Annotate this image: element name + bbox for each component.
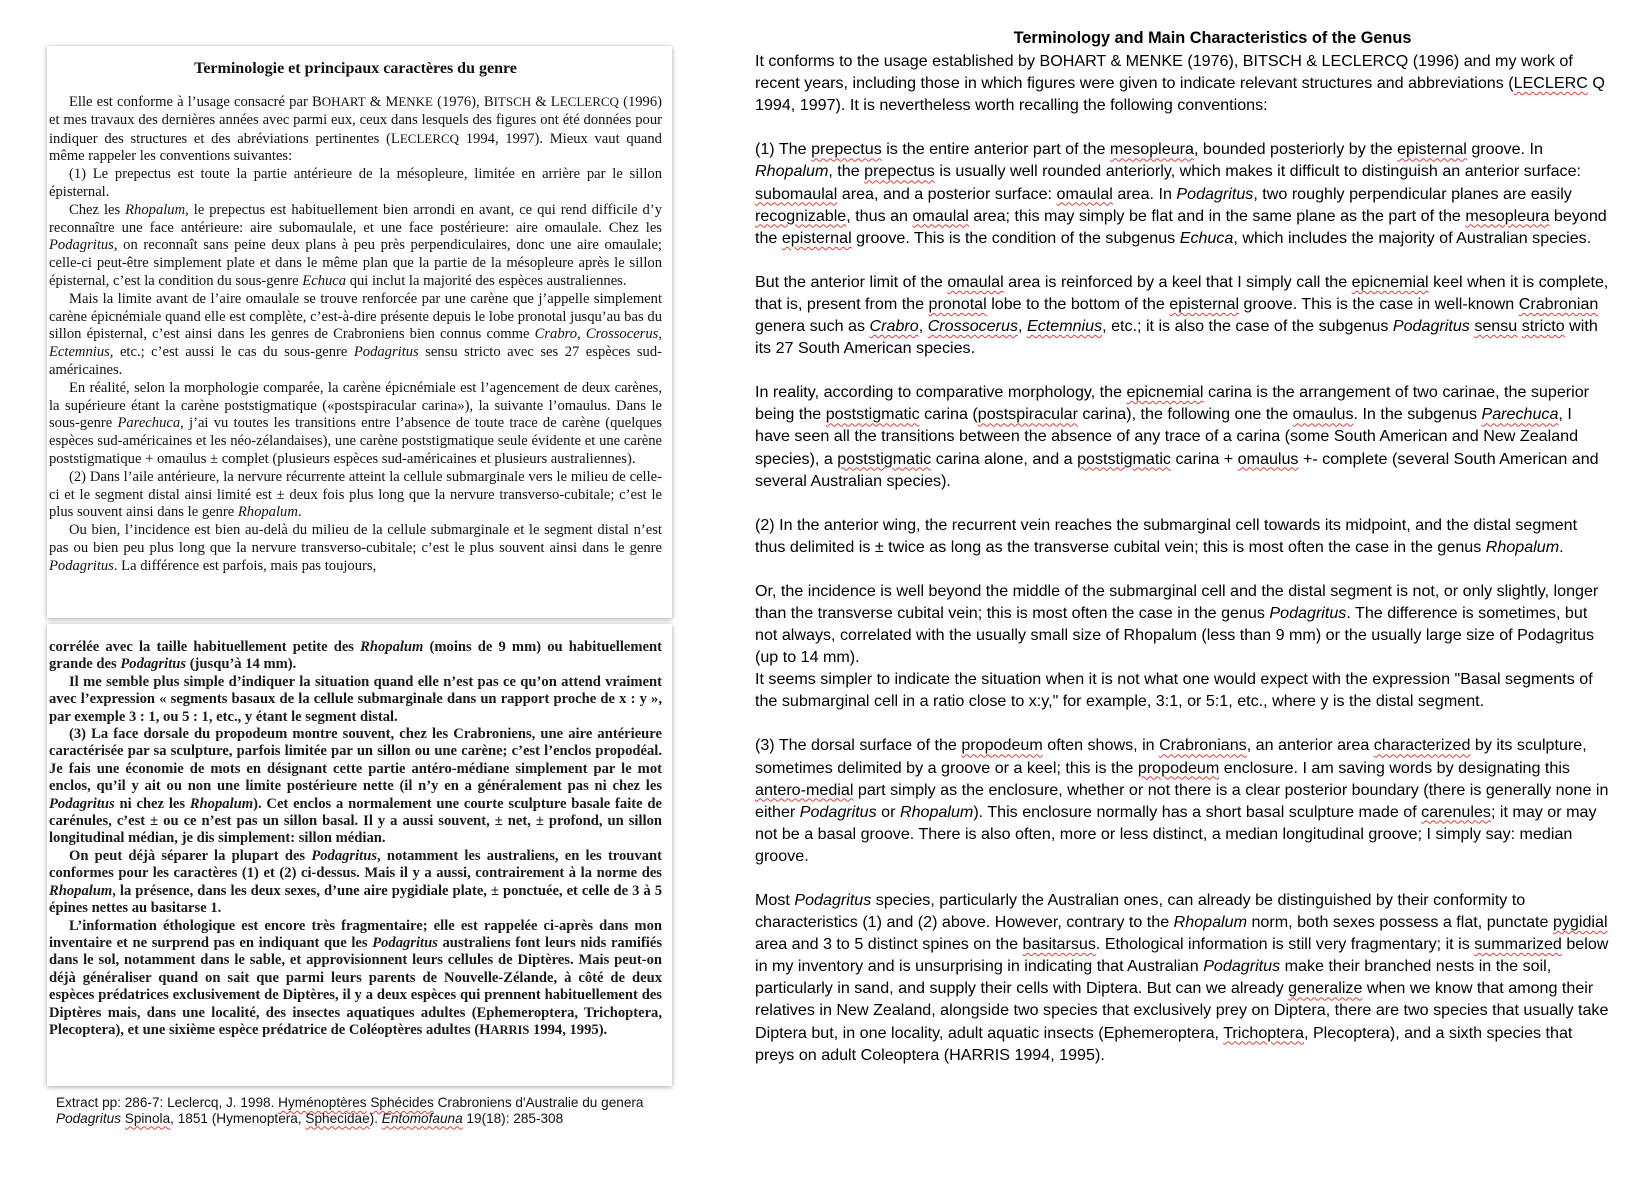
original-title: Terminologie et principaux caractères du genre [194, 60, 517, 77]
original-paragraph: Elle est conforme à l’usage consacré par BOHART & MENKE (1976), BITSCH & LECLERCQ (1996) et mes travaux des dernières années avec parmi eux, ceux dans lesquels des figures ont été données pour indiquer des structures et des abréviations pertinentes (LECLERCQ 1994, 1997). Mieux vaut quand même rappeler les conventions suivantes: [49, 94, 662, 165]
original-scan-bottom [47, 624, 672, 1086]
translation-paragraph: It seems simpler to indicate the situation when it is not what one would expect with the expression "Basal segments of the submarginal cell in a ratio close to x:y," for example, 3:1, or 5:1, etc., where y is the distal segment. [755, 670, 1593, 711]
original-paragraph: On peut déjà séparer la plupart des Podagritus, notamment les australiens, en les trouvant conformes pour les caractères (1) et (2) ci-dessus. Mais il y a aussi, contrairement à la norme des Rhopalum, la présence, dans les deux sexes, d’une aire pygidiale plate, ± ponctuée, et celle de 3 à 5 épines nettes au basitarse 1. [49, 847, 662, 917]
translation-title: Terminology and Main Characteristics of the Genus [1013, 29, 1412, 47]
original-paragraph: L’information éthologique est encore très fragmentaire; elle est rappelée ci-après dans mon inventaire et ne surprend pas en indiquant que les Podagritus australiens font leurs nids ramifiés dans le sol, notamment dans le sable, et approvisionnent leurs cellules de Diptères. Mais peut-on déjà généraliser quand on sait que parmi leurs parents de Nouvelle-Zélande, à côté de deux espèces prédatrices exclusivement de Diptères, il y a deux espèces qui prennent habituellement des Diptères mais, dans une localité, des insectes aquatiques adultes (Ephemeroptera, Trichoptera, Plecoptera), et une sixième espèce prédatrice de Coléoptères adultes (HARRIS 1994, 1995). [49, 917, 663, 1038]
translation-paragraph: Or, the incidence is well beyond the middle of the submarginal cell and the distal segment is not, or only slightly, longer than the transverse cubital vein; this is most often the case in the genus Podagritus. The difference is sometimes, but not always, correlated with the usually small size of Rhopalum (less than 9 mm) or the usually large size of Podagritus (up to 14 mm). [755, 581, 1599, 667]
original-paragraph: Ou bien, l’incidence est bien au-delà du milieu de la cellule submarginale et le segment distal n’est pas ou bien peu plus long que la nervure transverso-cubitale; c’est le plus souvent ainsi dans le genre Podagritus. La différence est parfois, mais pas toujours, [49, 522, 662, 574]
original-paragraph: (1) Le prepectus est toute la partie antérieure de la mésopleure, limitée en arrière par le sillon épisternal. [49, 166, 662, 200]
original-paragraph: (2) Dans l’aile antérieure, la nervure récurrente atteint la cellule submarginale vers le milieu de celle-ci et le segment distal ainsi limité est ± deux fois plus long que la nervure transverso-cubitale; c’est le plus souvent ainsi dans le genre Rhopalum. [49, 468, 662, 521]
original-paragraph: (3) La face dorsale du propodeum montre souvent, chez les Crabroniens, une aire antérieure caractérisée par sa sculpture, parfois limitée par un sillon ou une carène; c’est l’enclos propodéal. Je fais une économie de mots en désignant cette partie antéro-médiane simplement par le mot enclos, qu’il y ait ou non une limite postérieure nette (il n’y en a généralement pas ni chez les Podagritus ni chez les Rhopalum). Cet enclos a normalement une courte sculpture basale faite de carénules, c’est ± ou ce n’est pas un sillon basal. Il y a aussi souvent, ± net, ± profond, un sillon longitudinal médian, je dis simplement: sillon médian. [49, 726, 662, 847]
original-paragraph: corrélée avec la taille habituellement petite des Rhopalum (moins de 9 mm) ou habituellement grande des Podagritus (jusqu’à 14 mm). [49, 639, 662, 673]
translation-paragraph: Most Podagritus species, particularly the Australian ones, can already be distinguished by their conformity to characteristics (1) and (2) above. However, contrary to the Rhopalum norm, both sexes possess a flat, punctate pygidial area and 3 to 5 distinct spines on the basitarsus. Ethological information is still very fragmentary; it is summarized below in my inventory and is unsurprising in indicating that Australian Podagritus make their branched nests in the soil, particularly in sand, and supply their cells with Diptera. But can we already generalize when we know that among their relatives in New Zealand, alongside two species that exclusively prey on Diptera, there are two species that usually take Diptera but, in one locality, adult aquatic insects (Ephemeroptera, Trichoptera, Plecoptera), and a sixth species that preys on adult Coleoptera (HARRIS 1994, 1995). [755, 891, 1609, 1064]
translation-paragraph: In reality, according to comparative morphology, the epicnemial carina is the arrangement of two carinae, the superior being the poststigmatic carina (postspiracular carina), the following one the omaulus. In the subgenus Parechuca, I have seen all the transitions between the absence of any trace of a carina (some South American and New Zealand species), a poststigmatic carina alone, and a poststigmatic carina + omaulus +- complete (several South American and several Australian species). [755, 383, 1599, 490]
translation-panel [755, 27, 1610, 1088]
translation-paragraph: (1) The prepectus is the entire anterior part of the mesopleura, bounded posteriorly by the episternal groove. In Rhopalum, the prepectus is usually well rounded anteriorly, which makes it difficult to distinguish an anterior surface: subomaulal area, and a posterior surface: omaulal area. In Podagritus, two roughly perpendicular planes are easily recognizable, thus an omaulal area; this may simply be flat and in the same plane as the part of the mesopleura beyond the episternal groove. This is the condition of the subgenus Echuca, which includes the majority of Australian species. [755, 140, 1607, 247]
original-paragraph: Il me semble plus simple d’indiquer la situation quand elle n’est pas ce qu’on attend vraiment avec l’expression « segments basaux de la cellule submarginale dans un rapport proche de x : y », par exemple 3 : 1, ou 5 : 1, etc., y étant le segment distal. [49, 673, 662, 725]
translation-paragraph: But the anterior limit of the omaulal area is reinforced by a keel that I simply call the epicnemial keel when it is complete, that is, present from the pronotal lobe to the bottom of the episternal groove. This is the case in well-known Crabronian genera such as Crabro, Crossocerus, Ectemnius, etc.; it is also the case of the subgenus Podagritus sensu stricto with its 27 South American species. [755, 272, 1609, 358]
translation-paragraph: (3) The dorsal surface of the propodeum often shows, in Crabronians, an anterior area characterized by its sculpture, sometimes delimited by a groove or a keel; this is the propodeum enclosure. I am saving words by designating this antero-medial part simply as the enclosure, whether or not there is a clear posterior boundary (there is generally none in either Podagritus or Rhopalum). This enclosure normally has a short basal sculpture made of carenules; it may or may not be a basal groove. There is also often, more or less distinct, a median longitudinal groove; I simply say: median groove. [755, 736, 1609, 865]
source-citation: Extract pp: 286-7: Leclercq, J. 1998. Hyménoptères Sphécides Crabroniens d'Australie du genera Podagritus Spinola, 1851 (Hymenoptera, Sphecidae). Entomofauna 19(18): 285-308 [56, 1095, 644, 1126]
original-paragraph: Mais la limite avant de l’aire omaulale se trouve renforcée par une carène que j’appelle simplement carène épicnémiale quand elle est complète, c’est-à-dire présente depuis le lobe pronotal jusqu’au bas du sillon épisternal, c’est ainsi dans les genres de Crabroniens bien connus comme Crabro, Crossocerus, Ectemnius, etc.; c’est aussi le cas du sous-genre Podagritus sensu stricto avec ses 27 espèces sud-américaines. [49, 290, 662, 378]
original-paragraph: En réalité, selon la morphologie comparée, la carène épicnémiale est l’agencement de deux carènes, la supérieure étant la carène poststigmatique («postspiracular carina»), la suivante l’omaulus. Dans le sous-genre Parechuca, j’ai vu toutes les transitions entre l’absence de toute trace de carène (quelques espèces sud-américaines et les néo-zélandaises), une carène poststigmatique seule évidente et une carène poststigmatique + omaulus ± complet (plusieurs espèces sud-américaines et plusieurs australiennes). [49, 379, 662, 467]
original-paragraph: Chez les Rhopalum, le prepectus est habituellement bien arrondi en avant, ce qui rend difficile d’y reconnaître une face antérieure: aire subomaulale, et une face postérieure: aire omaulale. Chez les Podagritus, on reconnaît sans peine deux plans à peu près perpendiculaires, donc une aire omaulale; celle-ci peut-être simplement plate et dans le même plan que la partie de la mésopleure après le sillon épisternal, c’est la condition du sous-genre Echuca qui inclut la majorité des espèces australiennes. [49, 201, 662, 289]
translation-paragraph: It conforms to the usage established by BOHART & MENKE (1976), BITSCH & LECLERCQ (1996) and my work of recent years, including those in which figures were given to indicate relevant structures and abbreviations (LECLERC Q 1994, 1997). It is nevertheless worth recalling the following conventions: [755, 52, 1605, 115]
translation-paragraph: (2) In the anterior wing, the recurrent vein reaches the submarginal cell towards its midpoint, and the distal segment thus delimited is ± twice as long as the transverse cubital vein; this is most often the case in the genus Rhopalum. [755, 515, 1578, 556]
original-scan-top [47, 46, 672, 618]
